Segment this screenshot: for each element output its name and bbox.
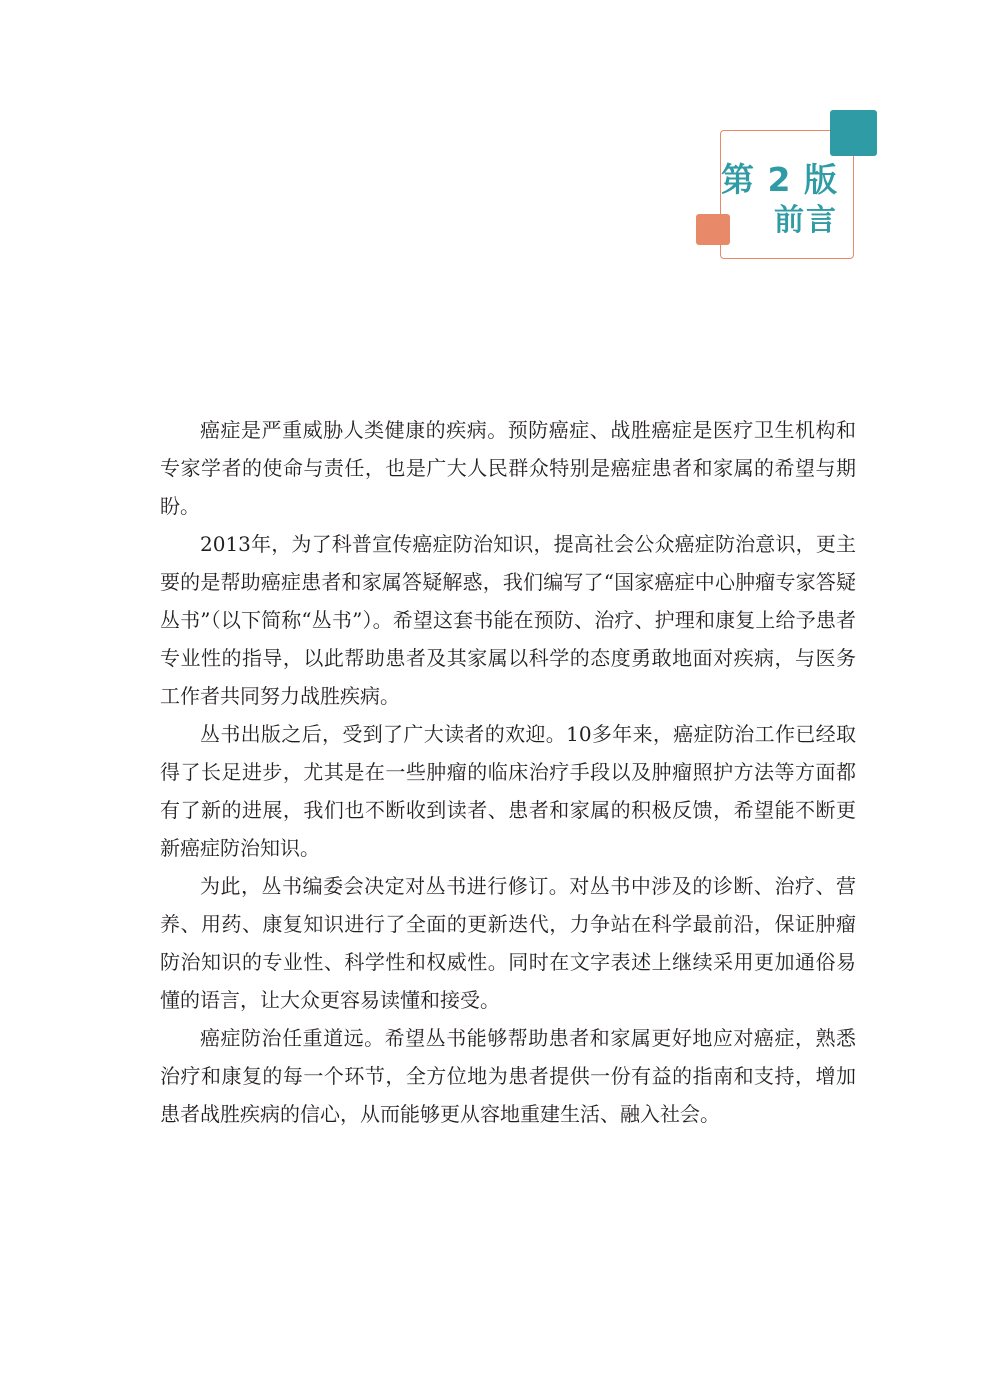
preface-body xyxy=(160,411,856,1133)
edition-badge xyxy=(696,110,878,265)
badge-orange-square xyxy=(696,214,730,245)
paragraph-2: 2013年，为了科普宣传癌症防治知识，提高社会公众癌症防治意识，更主要的是帮助癌症患者和家属答疑解惑，我们编写了“国家癌症中心肿瘤专家答疑丛书”（以下简称“丛书”）。希望这套书能在预防、治疗、护理和康复上给予患者专业性的指导，以此帮助患者及其家属以科学的态度勇敢地面对疾病，与医务工作者共同努力战胜疾病。 xyxy=(160,532,856,708)
edition-title: 第 2 版 xyxy=(721,160,838,199)
paragraph-3: 丛书出版之后，受到了广大读者的欢迎。10多年来，癌症防治工作已经取得了长足进步，尤其是在一些肿瘤的临床治疗手段以及肿瘤照护方法等方面都有了新的进展，我们也不断收到读者、患者和家属的积极反馈，希望能不断更新癌症防治知识。 xyxy=(160,722,856,860)
badge-teal-square xyxy=(830,110,877,156)
paragraph-1: 癌症是严重威胁人类健康的疾病。预防癌症、战胜癌症是医疗卫生机构和专家学者的使命与责任，也是广大人民群众特别是癌症患者和家属的希望与期盼。 xyxy=(160,418,856,518)
paragraph-4: 为此，丛书编委会决定对丛书进行修订。对丛书中涉及的诊断、治疗、营养、用药、康复知识进行了全面的更新迭代，力争站在科学最前沿，保证肿瘤防治知识的专业性、科学性和权威性。同时在文字表述上继续采用更加通俗易懂的语言，让大众更容易读懂和接受。 xyxy=(160,874,856,1012)
preface-heading: 前言 xyxy=(774,203,838,238)
paragraph-5: 癌症防治任重道远。希望丛书能够帮助患者和家属更好地应对癌症，熟悉治疗和康复的每一个环节，全方位地为患者提供一份有益的指南和支持，增加患者战胜疾病的信心，从而能够更从容地重建生活、融入社会。 xyxy=(160,1026,856,1126)
